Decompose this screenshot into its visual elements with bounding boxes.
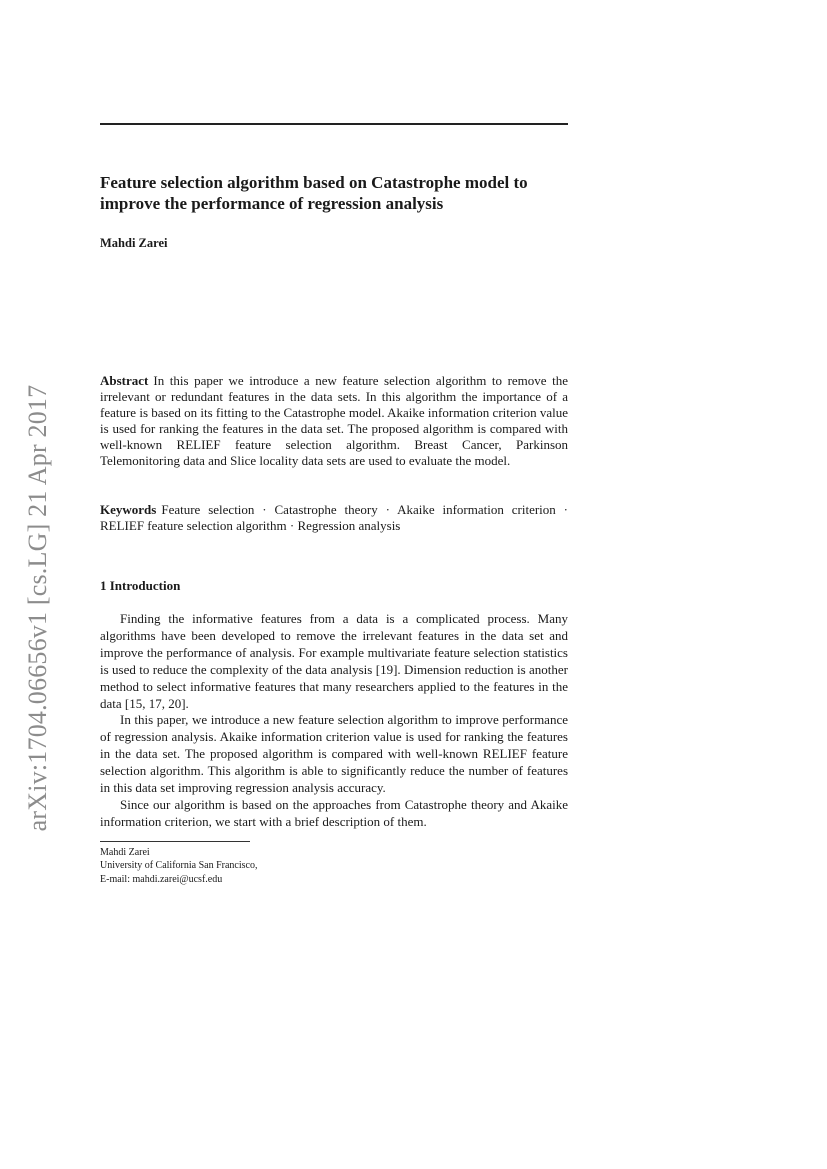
author-footnote xyxy=(100,846,257,886)
paragraph: Since our algorithm is based on the approaches from Catastrophe theory and Akaike information criterion, we start with a brief description of them. xyxy=(100,796,568,829)
author-name: Mahdi Zarei xyxy=(100,236,168,250)
paragraph: In this paper, we introduce a new feature selection algorithm to improve performance of regression analysis. Akaike information criterion value is used for ranking the features in the data set. The proposed algorithm is compared with well-known RELIEF feature selection algorithm. This algorithm is able to significantly reduce the number of features in this data set improving regression analysis accuracy. xyxy=(100,712,568,796)
footnote-rule xyxy=(100,841,250,842)
footnote-email: E-mail: mahdi.zarei@ucsf.edu xyxy=(100,873,223,885)
abstract xyxy=(100,373,568,468)
footnote-affiliation: University of California San Francisco, xyxy=(100,860,258,872)
abstract-text: In this paper we introduce a new feature selection algorithm to remove the irrelevant or redundant features in the data sets. In this algorithm the importance of a feature is based on its fitting to the Catastrophe model. Akaike information criterion value is used for ranking the features in the data set. The proposed algorithm is compared with well-known RELIEF feature selection algorithm. Breast Cancer, Parkinson Telemonitoring data and Slice locality data sets are used to evaluate the model. xyxy=(100,373,568,468)
paragraph: Finding the informative features from a data is a complicated process. Many algorithms have been developed to remove the irrelevant features in the data set and improve the performance of analysis. For example multivariate feature selection statistics is used to reduce the complexity of the data analysis [19]. Dimension reduction is another method to select informative features that many researchers applied to the features in the data [15, 17, 20]. xyxy=(100,611,568,711)
abstract-label: Abstract xyxy=(100,373,149,388)
introduction-body xyxy=(100,611,568,831)
section-heading-introduction: 1 Introduction xyxy=(100,578,181,593)
keywords-label: Keywords xyxy=(100,502,157,517)
arxiv-identifier: arXiv:1704.06656v1 [cs.LG] 21 Apr 2017 xyxy=(23,384,52,832)
footnote-name: Mahdi Zarei xyxy=(100,847,150,858)
paper-title: Feature selection algorithm based on Catastrophe model to improve the performance of regression analysis xyxy=(100,173,528,213)
keywords xyxy=(100,502,568,534)
keywords-text: Feature selection · Catastrophe theory · Akaike information criterion · RELIEF feature selection algorithm · Regression analysis xyxy=(100,502,568,533)
header-rule xyxy=(100,123,568,125)
